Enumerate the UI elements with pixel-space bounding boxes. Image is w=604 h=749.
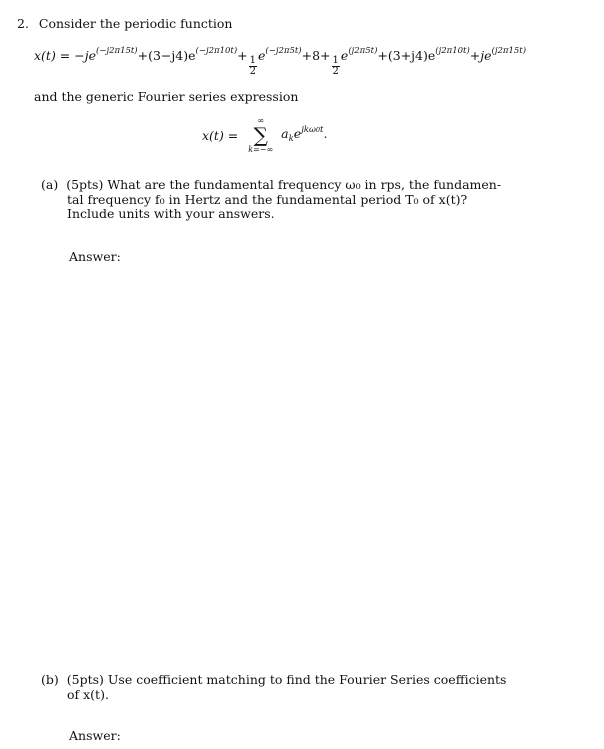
part-a-line3: Include units with your answers. — [67, 206, 275, 221]
eq-term4-const: +8+ — [301, 48, 331, 63]
fourier-lhs: x(t) — [202, 127, 224, 143]
eq-term5-e: e — [340, 48, 349, 63]
eq-lhs: x(t) — [34, 48, 56, 63]
part-a-line2: tal frequency f₀ in Hertz and the fundamental period T₀ of x(t)? — [67, 191, 468, 207]
fourier-exponent-sub: 0 — [315, 125, 321, 134]
eq-equals: = — [55, 48, 75, 63]
summation — [248, 116, 273, 154]
part-b — [41, 673, 506, 702]
part-a-answer-label: Answer: — [69, 249, 121, 264]
part-b-answer-label: Answer: — [69, 728, 121, 743]
eq-term5-numerator: 1 — [332, 55, 339, 66]
problem-intro: Consider the periodic function — [38, 16, 233, 31]
problem-heading — [17, 16, 232, 31]
sum-upper-limit: ∞ — [257, 116, 265, 125]
eq-term3-e: e — [258, 48, 266, 63]
fourier-series-equation — [202, 116, 327, 154]
fourier-coef-k: k — [288, 133, 294, 144]
eq-term2-coef: +(3−j4)e — [137, 48, 196, 63]
part-a — [41, 178, 501, 222]
fourier-equals: = — [223, 127, 243, 143]
part-a-label: (a) — [41, 177, 59, 192]
eq-term3-numerator: 1 — [249, 55, 256, 66]
fourier-e: e — [293, 125, 302, 141]
eq-term3-plus: + — [237, 48, 248, 63]
sum-lower-limit: k=−∞ — [248, 145, 274, 154]
eq-term1-coef: −je — [74, 48, 96, 63]
eq-term5-denominator: 2 — [332, 66, 339, 77]
fourier-period: . — [323, 125, 328, 141]
fourier-exponent-t: t — [320, 124, 324, 135]
fourier-exponent — [301, 125, 323, 135]
part-b-line2: of x(t). — [67, 686, 109, 702]
eq-term5-fraction — [332, 56, 340, 77]
sigma-symbol: ∑ — [253, 123, 268, 147]
eq-term7-coef: +je — [469, 48, 492, 63]
part-b-line1: (5pts) Use coefficient matching to find the Fourier Series coefficients — [66, 672, 507, 687]
eq-term3-denominator: 2 — [249, 66, 256, 77]
part-b-label: (b) — [41, 672, 59, 687]
eq-term3-fraction — [249, 56, 257, 77]
periodic-function-equation: x(t) = −je $^{(-j2\pi 15t)}$ +(3−j4)e $^{(-j2\pi 10t)}$ + $\frac{1}{2}$ e $^{(-j2\pi 5t)}$ +8+ $\frac{1}{2}$ e $^{(j2\pi 5t)}$ +(3+j4)e $^{(j2\pi 10t)}$ +je $^{(j2\pi 15t)}$ — [34, 46, 527, 77]
fourier-coef-a: a — [281, 125, 289, 141]
problem-number: 2. — [17, 16, 29, 31]
fourier-term — [281, 124, 328, 144]
generic-series-intro: and the generic Fourier series expression — [34, 89, 299, 104]
fourier-exponent-main: jkω — [301, 124, 316, 135]
eq-term6-coef: +(3+j4)e — [377, 48, 436, 63]
part-a-line1: (5pts) What are the fundamental frequency ω₀ in rps, the fundamen- — [66, 177, 502, 192]
